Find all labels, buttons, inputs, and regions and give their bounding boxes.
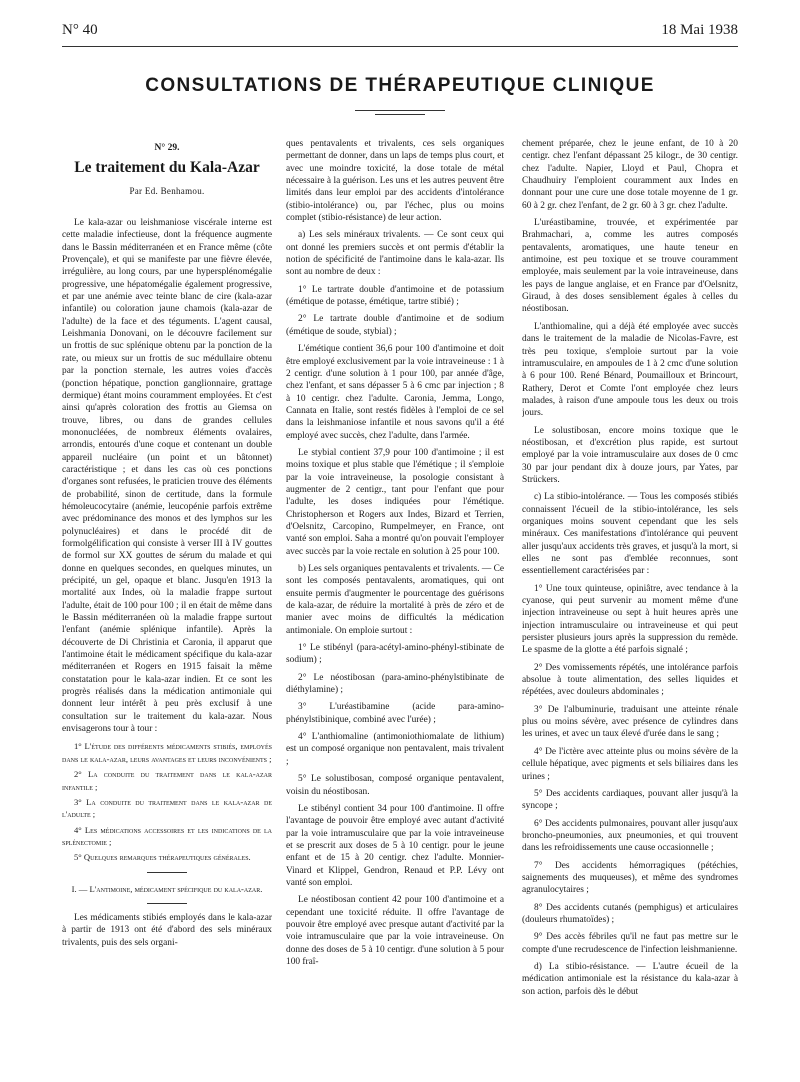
article-number: N° 29. [154,143,180,153]
paragraph: Le stibényl contient 34 pour 100 d'antimoine. Il offre l'avantage de pouvoir être employé avec autant d'activité par la voie intramusculaire que par la voie intraveineuse et se prescrit aux doses de 5 à 10 centigr. pour le jeune enfant et de 15 à 20 centigr. chez l'adulte. Monnier-Vinard et Klippel, Gendron, Renaud et P.P. Lévy ont vanté son emploi. [286,803,504,888]
list-item: 2° Des vomissements répétés, une intolérance parfois absolue à toute alimentation, des selles liquides et répétées, avec douleurs abdominales ; [522,662,738,698]
issue-number: N° 40 [62,22,98,38]
outline-list [62,740,272,863]
list-item: 8° Des accidents cutanés (pemphigus) et articulaires (douleurs rhumatoïdes) ; [522,902,738,925]
list-item: 4° L'anthiomaline (antimoniothiomalate de lithium) est un composé organique non pentavalent, mais trivalent ; [286,732,504,767]
paragraph: ques pentavalents et trivalents, ces sels organiques permettant de donner, dans un laps de temps plus court, et avec une moindre toxicité, la dose totale de métal nécessaire à la guérison. Les uns et les autres peuvent être limités dans leur emploi par des accidents d'intolérance (stibio-intolérance) ou, par l'échec, plus ou moins complet (stibio-résistance) de leur action. [286,139,504,224]
column-1 [62,138,272,1068]
paragraph: 2° Le tartrate double d'antimoine et de sodium (émétique de soude, stybial) ; [286,314,504,337]
list-item: 6° Des accidents pulmonaires, pouvant aller jusqu'aux broncho-pneumonies, aux pneumonies, et qui trouvent dans les refroidissements une cause occasionnelle ; [522,818,738,854]
outline-item: 5° Quelques remarques thérapeutiques générales. [74,852,251,863]
outline-item: 4° Les médications accessoires et les indications de la splénectomie ; [62,824,272,847]
paragraph: chement préparée, chez le jeune enfant, de 10 à 20 centigr. chez l'enfant dépassant 25 kilogr., de 30 centigr. chez l'adulte. Napier, Lloyd et Paul, Chopra et Chaudhuiry l'emploient couramment aux Indes en donnant pour une cure une dose totale moyenne de 1 gr. 60 à 2 gr. chez l'enfant, de 2 gr. 60 à 3 gr. chez l'adulte. [522,139,738,211]
paragraph: L'uréastibamine, trouvée, et expérimentée par Brahmachari, a, comme les autres composés pentavalents, aromatiques, une haute teneur en antimoine, est peu toxique et se trouve couramment employée, mais seulement par la voie intraveineuse, dans les pays de langue anglaise, et en France par d'Oelsnitz, Giraud, à des doses sensiblement égales à celles du néostibosan. [522,218,738,315]
list-item: 1° Le stibényl (para-acétyl-amino-phényl-stibinate de sodium) ; [286,643,504,666]
section-heading: I. — L'antimoine, médicament spécifique du kala-azar. [71,883,263,894]
section-paragraph: Les médicaments stibiés employés dans le kala-azar à partir de 1913 ont été d'abord des sels minéraux trivalents, puis des sels organi- [62,912,272,948]
title-rule-short [375,114,425,115]
list-item: 9° Des accès fébriles qu'il ne faut pas mettre sur le compte d'une recrudescence de l'infection leishmanienne. [522,932,738,955]
journal-section-title: CONSULTATIONS DE THÉRAPEUTIQUE CLINIQUE [145,75,655,96]
column-2 [286,138,504,1068]
intro-paragraph: Le kala-azar ou leishmaniose viscérale interne est cette maladie infectieuse, dont la fréquence augmente dans le Bassin méditerranéen et en France même (côte Provençale), et qui se manifeste par une fièvre élevée, irrégulière, au long cours, par une hypersplénomégalie progressive, une hépatomégalie également progressive, et par une anémie avec teinte blanc de cire (kala-azar infantile) ou coloration jaune chamois (kala-azar de l'adulte) de la face et des téguments. L'agent causal, Leishmania Donovani, on le découvre facilement sur un frottis de suc splénique obtenu par la ponction de la rate, ou mieux sur un frottis de suc médullaire obtenu par la ponction sternale, les autres voies d'accès (ponction hépatique, ponction ganglionnaire, grattage dermique) étant moins couramment employées. Et c'est ainsi qu'après coloration des frottis au Giemsa on trouve, libres, ou dans de grandes cellules mononucléées, de nombreux éléments ovalaires, arrondis, entourés d'une coque et contenant un double appareil nucléaire (un point et un bâtonnet) caractéristique ; et dans les cas où ces ponctions d'organes sont refusées, le praticien trouve des éléments de probabilité, sinon de certitude, dans la formule hémoleucocytaire (anémie, leucopénie parfois extrême avec prédominance des monos et des lymphos sur les polynucléaires) et dans le procédé dit de formolgélification qui consiste à verser III à IV gouttes de formol sur XX gouttes de sérum du malade et qui donne en quelques secondes, en quelques minutes, un précipité, un gel, opaque et blanc. Jusqu'en 1913 la mortalité aux Indes, où la maladie frappe surtout l'adulte, était de 100 pour 100 ; il en était de même dans le Bassin méditerranéen où la maladie frappe surtout l'enfant (anémie splénique infantile). Après la découverte de Di Christinia et Caronia, il apparut que l'antimoine était le médicament spécifique du kala-azar méditerranéen et Rogers en 1915 faisait la même constatation pour le kala-azar indien. Et ce sont les progrès réalisés dans la médication antimoniale qui donnent leur intérêt à peu près exclusif à une consultation sur le traitement du kala-azar. Nous envisagerons tour à tour : [62,218,272,735]
list-item: 3° De l'albuminurie, traduisant une atteinte rénale plus ou moins sévère, avec présence de cylindres dans les urines, et avec un taux élevé d'urée dans le sang ; [522,704,738,740]
paragraph: a) Les sels minéraux trivalents. — Ce sont ceux qui ont donné les premiers succès et ont permis d'établir la notion de spécificité de l'antimoine dans le kala-azar. Ils sont au nombre de deux : [286,230,504,278]
paragraph: L'émétique contient 36,6 pour 100 d'antimoine et doit être employé exclusivement par la voie intraveineuse : 1 à 2 centigr. d'une solution à 1 pour 100, par année d'âge, chez l'enfant, et sans dépasser 5 à 6 cmc par injection ; 8 à 10 centigr. chez l'adulte. Caronia, Jemma, Longo, Cannata en Italie, sont restés fidèles à l'emploi de ce sel dans la leishmaniose infantile et nous savons qu'il a été employé avec succès, chez l'adulte, dans l'armée. [286,344,504,441]
section-rule [147,872,187,873]
outline-item: 3° La conduite du traitement dans le kala-azar de l'adulte ; [62,796,272,820]
outline-item: 2° La conduite du traitement dans le kala-azar infantile ; [62,769,272,792]
paragraph: Le solustibosan, encore moins toxique que le néostibosan, et d'excrétion plus rapide, est surtout employé par la voie intramusculaire aux doses de 0 cmc 30 par jour pendant dix à douze jours, par Yates, par Strückers. [522,425,738,485]
paragraph: 1° Le tartrate double d'antimoine et de potassium (émétique de potasse, émétique, tartre stibié) ; [286,284,504,308]
paragraph: Le néostibosan contient 42 pour 100 d'antimoine et a cependant une toxicité réduite. Il offre l'avantage de pouvoir être employé avec presque autant d'activité par la voie intramusculaire que par la voie intraveineuse. On donne des doses de 5 à 10 centigr. d'une solution à 5 pour 100 fraî- [286,895,504,967]
list-item: 7° Des accidents hémorragiques (pétéchies, saignements des muqueuses), et même des syndromes agranulocytaires ; [522,860,738,896]
article-title: Le traitement du Kala-Azar [74,159,260,177]
outline-item: 1° L'étude des différents médicaments stibiés, employés dans le kala-azar, leurs avantages et leurs inconvénients ; [62,741,272,764]
header-rule [62,46,738,47]
column-3 [522,138,738,1068]
paragraph: Le stybial contient 37,9 pour 100 d'antimoine ; il est moins toxique et plus stable que l'émétique ; il s'emploie par la voie intraveineuse, la posologie consistant à augmenter de 2 centigr., tant pour l'enfant que pour l'adulte, les doses indiquées pour l'émétique. Christopherson et Rogers aux Indes, Bizard et Terrien, d'Oelsnitz, Carcopino, Rumpelmeyer, en France, ont vanté son emploi. Saha a montré qu'on pouvait l'employer avec succès par la voie rectale en solution à 25 pour 100. [286,447,504,557]
article-author: Par Ed. Benhamou. [129,185,205,196]
paragraph: L'anthiomaline, qui a déjà été employée avec succès dans le traitement de la maladie de Nicolas-Favre, est très peu toxique, s'emploie surtout par la voie intramusculaire, en ampoules de 1 à 2 cmc d'une solution à 6 pour 100. René Bénard, Poumailloux et Brincourt, Rathery, Derot et Comte l'ont employée chez leurs malades, à raison d'une ampoule tous les deux ou trois jours. [522,321,738,419]
paragraph: d) La stibio-résistance. — L'autre écueil de la médication antimoniale est la résistance du kala-azar à son action, parfois dès le début [522,961,738,997]
list-item: 4° De l'ictère avec atteinte plus ou moins sévère de la cellule hépatique, avec pigments et sels biliaires dans les urines ; [522,746,738,782]
paragraph: c) La stibio-intolérance. — Tous les composés stibiés connaissent l'écueil de la stibio-intolérance, les sels organiques moins souvent cependant que les sels minéraux. Ces manifestations d'intolérance qui peuvent aller jusqu'aux accidents très graves, et jusqu'à la mort, si elles ne sont pas d'emblée reconnues, sont essentiellement caractérisées par : [522,492,738,577]
title-rule [355,110,445,111]
paragraph: b) Les sels organiques pentavalents et trivalents. — Ce sont les composés pentavalents, aromatiques, qui ont ensuite permis d'augmenter le pourcentage des guérisons de kala-azar, de réduire la mortalité à près de zéro et de manier avec moins de difficultés la médication antimoniale. On emploie surtout : [286,564,504,636]
list-item: 5° Le solustibosan, composé organique pentavalent, voisin du néostibosan. [286,774,504,797]
section-rule [147,903,187,904]
issue-date: 18 Mai 1938 [661,22,738,38]
list-item: 3° L'uréastibamine (acide para-amino-phénylstibinique, combiné avec l'urée) ; [286,702,504,725]
list-item: 2° Le néostibosan (para-amino-phénylstibinate de diéthylamine) ; [286,672,504,696]
list-item: 1° Une toux quinteuse, opiniâtre, avec tendance à la cyanose, qui peut survenir au moment même d'une injection intraveineuse ou sept à huit heures après une injection intramusculaire ou intraveineuse et qui peut persister plusieurs jours après la suppression du remède. Le spasme de la glotte a été parfois signalé ; [522,583,738,656]
list-item: 5° Des accidents cardiaques, pouvant aller jusqu'à la syncope ; [522,788,738,812]
